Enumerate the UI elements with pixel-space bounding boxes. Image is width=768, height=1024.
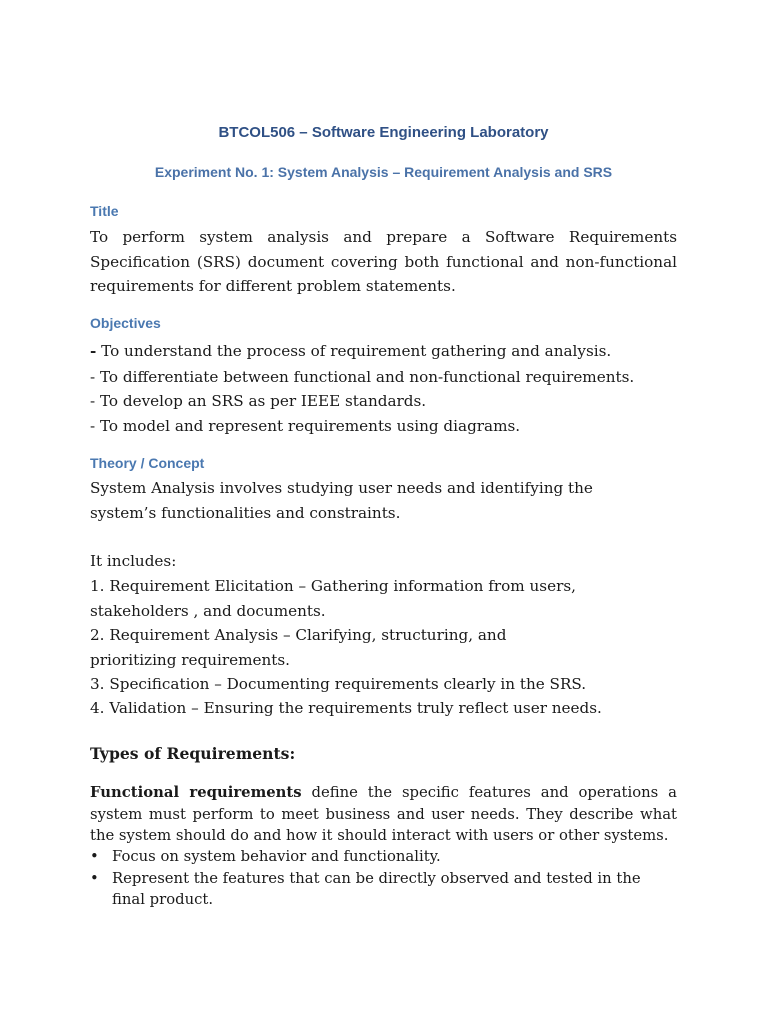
objectives-heading: Objectives bbox=[90, 315, 161, 331]
title-heading: Title bbox=[90, 203, 119, 219]
objective-item: - To differentiate between functional and non-functional requirements. bbox=[90, 368, 635, 386]
objective-item: - To develop an SRS as per IEEE standards. bbox=[90, 392, 427, 410]
course-title: BTCOL506 – Software Engineering Laboratory bbox=[218, 124, 549, 141]
list-item bbox=[90, 868, 677, 911]
objective-text: To understand the process of requirement gathering and analysis. bbox=[96, 342, 612, 360]
bullet-text: Represent the features that can be directly observed and tested in the final product. bbox=[112, 869, 641, 908]
title-body: To perform system analysis and prepare a Software Requirements Specification (SRS) document covering both functional and non-functional requirements for different problem statements. bbox=[90, 228, 677, 295]
functional-term: Functional requirements bbox=[90, 784, 302, 801]
bullet-icon: • bbox=[90, 848, 99, 865]
objective-item bbox=[90, 339, 677, 364]
bullet-icon: • bbox=[90, 869, 99, 887]
theory-step: 4. Validation – Ensuring the requirements truly reflect user needs. bbox=[90, 699, 602, 717]
theory-step: 2. Requirement Analysis – Clarifying, structuring, and prioritizing requirements. bbox=[90, 626, 507, 669]
theory-intro: System Analysis involves studying user needs and identifying the system’s functionalities and constraints. bbox=[90, 479, 593, 522]
document-page bbox=[90, 0, 677, 1024]
functional-bullets bbox=[90, 846, 677, 911]
includes-label: It includes: bbox=[90, 552, 177, 570]
experiment-title: Experiment No. 1: System Analysis – Requirement Analysis and SRS bbox=[154, 164, 613, 180]
bullet-text: Focus on system behavior and functionality. bbox=[112, 848, 441, 865]
functional-text: define the specific features and operations a system must perform to meet business and user needs. They describe what the system should do and how it should interact with users or other systems. bbox=[90, 784, 677, 844]
theory-step: 3. Specification – Documenting requirements clearly in the SRS. bbox=[90, 675, 587, 693]
objective-item: - To model and represent requirements using diagrams. bbox=[90, 417, 521, 435]
objective-dash: - bbox=[90, 342, 97, 360]
theory-step: 1. Requirement Elicitation – Gathering information from users, stakeholders , and documents. bbox=[90, 577, 576, 620]
theory-heading: Theory / Concept bbox=[90, 455, 205, 471]
types-heading: Types of Requirements: bbox=[90, 744, 296, 763]
list-item bbox=[90, 846, 677, 868]
functional-paragraph bbox=[90, 782, 677, 847]
